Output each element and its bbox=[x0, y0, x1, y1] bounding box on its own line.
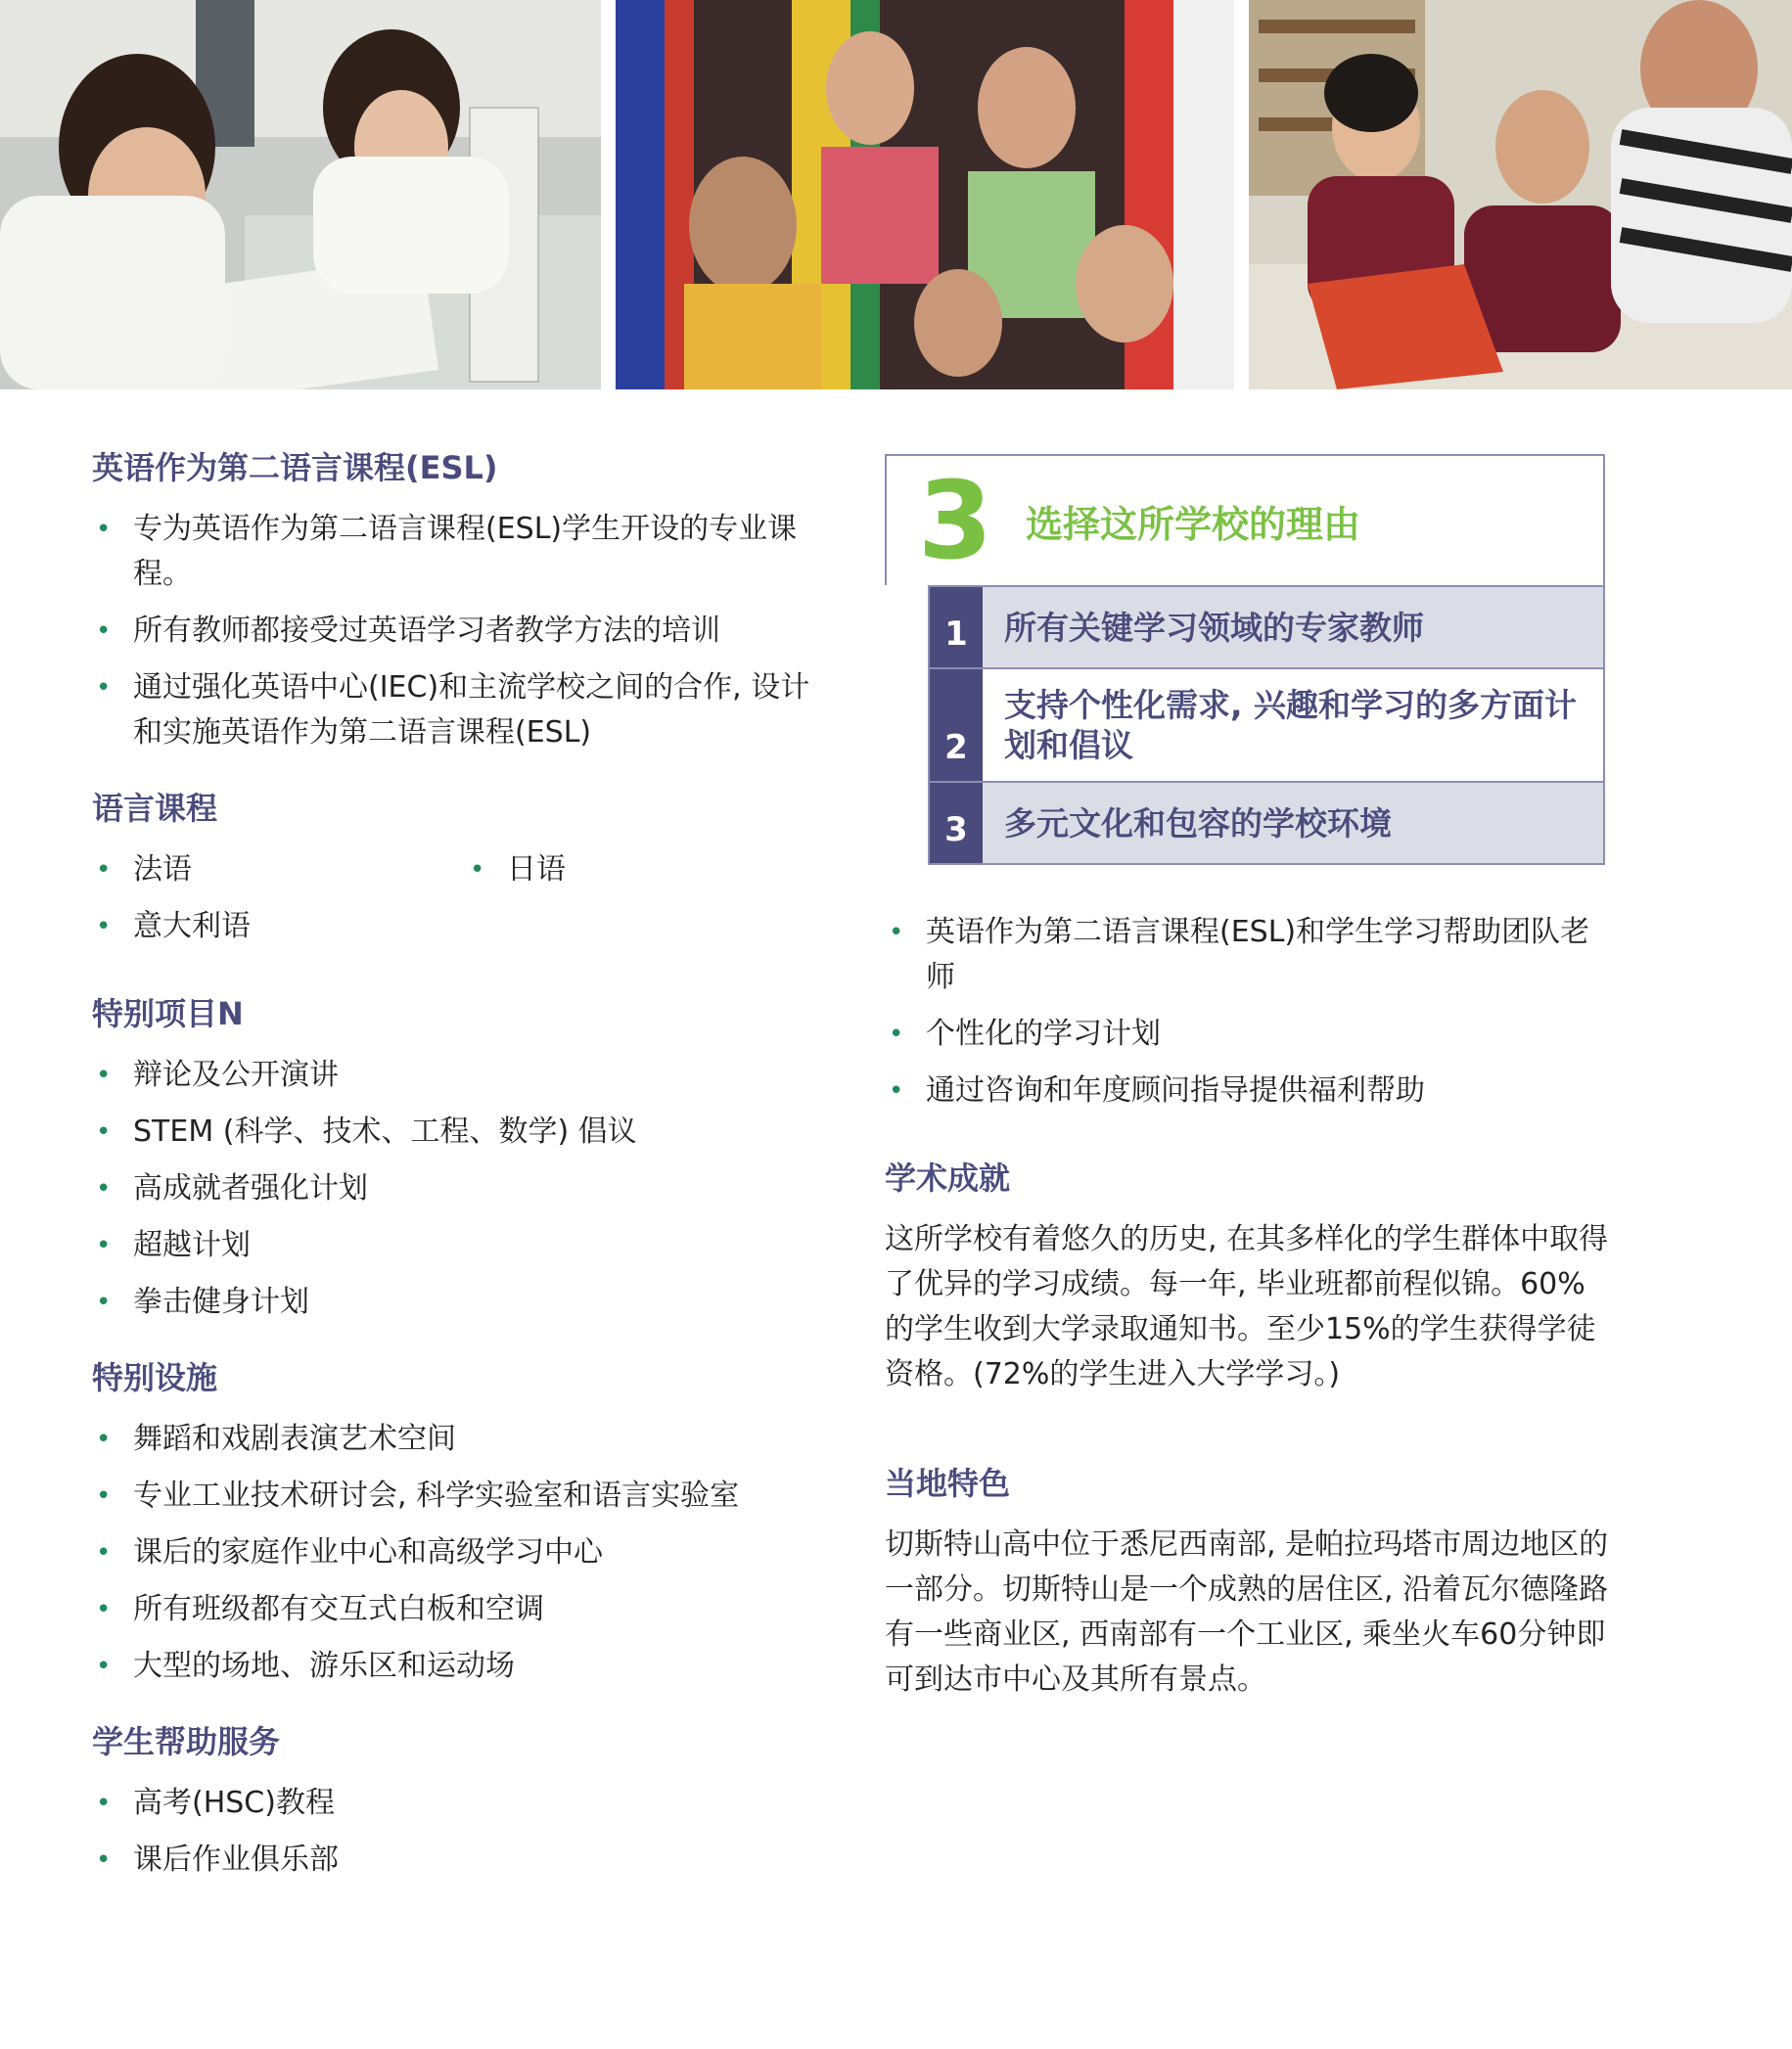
reason-text: 支持个性化需求, 兴趣和学习的多方面计划和倡议 bbox=[983, 669, 1603, 781]
reason-number: 3 bbox=[930, 783, 983, 863]
bullet-icon: • bbox=[96, 673, 112, 703]
bullet-icon: • bbox=[96, 1288, 112, 1317]
bullet-icon: • bbox=[889, 918, 904, 947]
bullet-icon: • bbox=[96, 912, 112, 941]
list-item: • 课后的家庭作业中心和高级学习中心 bbox=[92, 1530, 816, 1575]
languages-section bbox=[92, 789, 816, 961]
bullet-icon: • bbox=[96, 1425, 112, 1454]
facilities-section bbox=[92, 1358, 816, 1689]
reason-number: 1 bbox=[930, 587, 983, 667]
list-item: • 法语 bbox=[92, 847, 466, 892]
bullet-icon: • bbox=[889, 1076, 904, 1106]
list-item: • 专业工业技术研讨会, 科学实验室和语言实验室 bbox=[92, 1474, 816, 1519]
special-programs-section bbox=[92, 994, 816, 1325]
languages-heading: 语言课程 bbox=[92, 790, 218, 827]
bullet-icon: • bbox=[96, 1061, 112, 1090]
list-item: • 通过强化英语中心(IEC)和主流学校之间的合作, 设计和实施英语作为第二语言课程(ESL) bbox=[92, 665, 816, 755]
support-list-section bbox=[885, 910, 1609, 1114]
academic-text: 这所学校有着悠久的历史, 在其多样化的学生群体中取得了优异的学习成绩。每一年, 毕业班都前程似锦。60%的学生收到大学录取通知书。至少15%的学生获得学徒资格。(72%的学生进入大学学习。) bbox=[885, 1222, 1609, 1391]
bullet-icon: • bbox=[889, 1020, 904, 1049]
reasons-header bbox=[885, 454, 1605, 585]
list-item: • 所有班级都有交互式白板和空调 bbox=[92, 1587, 816, 1632]
list-item: • 辩论及公开演讲 bbox=[92, 1053, 816, 1098]
esl-heading: 英语作为第二语言课程(ESL) bbox=[92, 449, 498, 486]
list-item: • 超越计划 bbox=[92, 1223, 816, 1268]
list-item: • 个性化的学习计划 bbox=[885, 1012, 1609, 1057]
special-programs-heading: 特别项目N bbox=[92, 995, 244, 1032]
reason-text: 所有关键学习领域的专家教师 bbox=[983, 587, 1603, 667]
list-item: • 大型的场地、游乐区和运动场 bbox=[92, 1644, 816, 1689]
bullet-icon: • bbox=[96, 1481, 112, 1511]
bullet-icon: • bbox=[96, 1174, 112, 1204]
bullet-icon: • bbox=[96, 1652, 112, 1681]
reason-row bbox=[928, 783, 1605, 865]
list-item: • 高考(HSC)教程 bbox=[92, 1781, 816, 1826]
list-item: • 课后作业俱乐部 bbox=[92, 1838, 816, 1883]
bullet-icon: • bbox=[470, 855, 485, 885]
reason-text: 多元文化和包容的学校环境 bbox=[983, 783, 1603, 863]
esl-section bbox=[92, 448, 816, 755]
student-support-heading: 学生帮助服务 bbox=[92, 1723, 281, 1760]
teacher-helping-students-laptop-photo bbox=[1249, 0, 1792, 389]
local-heading: 当地特色 bbox=[885, 1465, 1011, 1502]
reasons-title: 选择这所学校的理由 bbox=[1026, 502, 1361, 546]
bullet-icon: • bbox=[96, 515, 112, 544]
bullet-icon: • bbox=[96, 1231, 112, 1260]
bullet-icon: • bbox=[96, 1595, 112, 1624]
list-item: • 意大利语 bbox=[92, 904, 466, 949]
multicultural-students-flags-photo bbox=[616, 0, 1234, 389]
bullet-icon: • bbox=[96, 1117, 112, 1147]
right-column bbox=[885, 454, 1609, 1736]
list-item: • 专为英语作为第二语言课程(ESL)学生开设的专业课程。 bbox=[92, 507, 816, 597]
bullet-icon: • bbox=[96, 1789, 112, 1818]
list-item: • 拳击健身计划 bbox=[92, 1280, 816, 1325]
facilities-heading: 特别设施 bbox=[92, 1359, 218, 1396]
list-item: • STEM (科学、技术、工程、数学) 倡议 bbox=[92, 1110, 816, 1155]
list-item: • 日语 bbox=[466, 847, 816, 892]
reason-row bbox=[928, 669, 1605, 783]
students-writing-photo bbox=[0, 0, 601, 389]
list-item: • 英语作为第二语言课程(ESL)和学生学习帮助团队老师 bbox=[885, 910, 1609, 1000]
list-item: • 舞蹈和戏剧表演艺术空间 bbox=[92, 1417, 816, 1462]
reasons-number: 3 bbox=[917, 458, 993, 583]
left-column bbox=[92, 448, 816, 1916]
local-text: 切斯特山高中位于悉尼西南部, 是帕拉玛塔市周边地区的一部分。切斯特山是一个成熟的居住区, 沿着瓦尔德隆路有一些商业区, 西南部有一个工业区, 乘坐火车60分钟即可到达市中心及其所有景点。 bbox=[885, 1527, 1609, 1697]
bullet-icon: • bbox=[96, 1538, 112, 1568]
list-item: • 通过咨询和年度顾问指导提供福利帮助 bbox=[885, 1069, 1609, 1114]
list-item: • 所有教师都接受过英语学习者教学方法的培训 bbox=[92, 609, 816, 654]
list-item: • 高成就者强化计划 bbox=[92, 1166, 816, 1211]
bullet-icon: • bbox=[96, 616, 112, 646]
academic-heading: 学术成就 bbox=[885, 1160, 1011, 1197]
bullet-icon: • bbox=[96, 855, 112, 885]
reasons-box bbox=[885, 454, 1605, 865]
local-section bbox=[885, 1464, 1609, 1703]
academic-section bbox=[885, 1159, 1609, 1397]
reason-number: 2 bbox=[930, 669, 983, 781]
reason-row bbox=[928, 585, 1605, 669]
bullet-icon: • bbox=[96, 1845, 112, 1875]
student-support-section bbox=[92, 1722, 816, 1883]
